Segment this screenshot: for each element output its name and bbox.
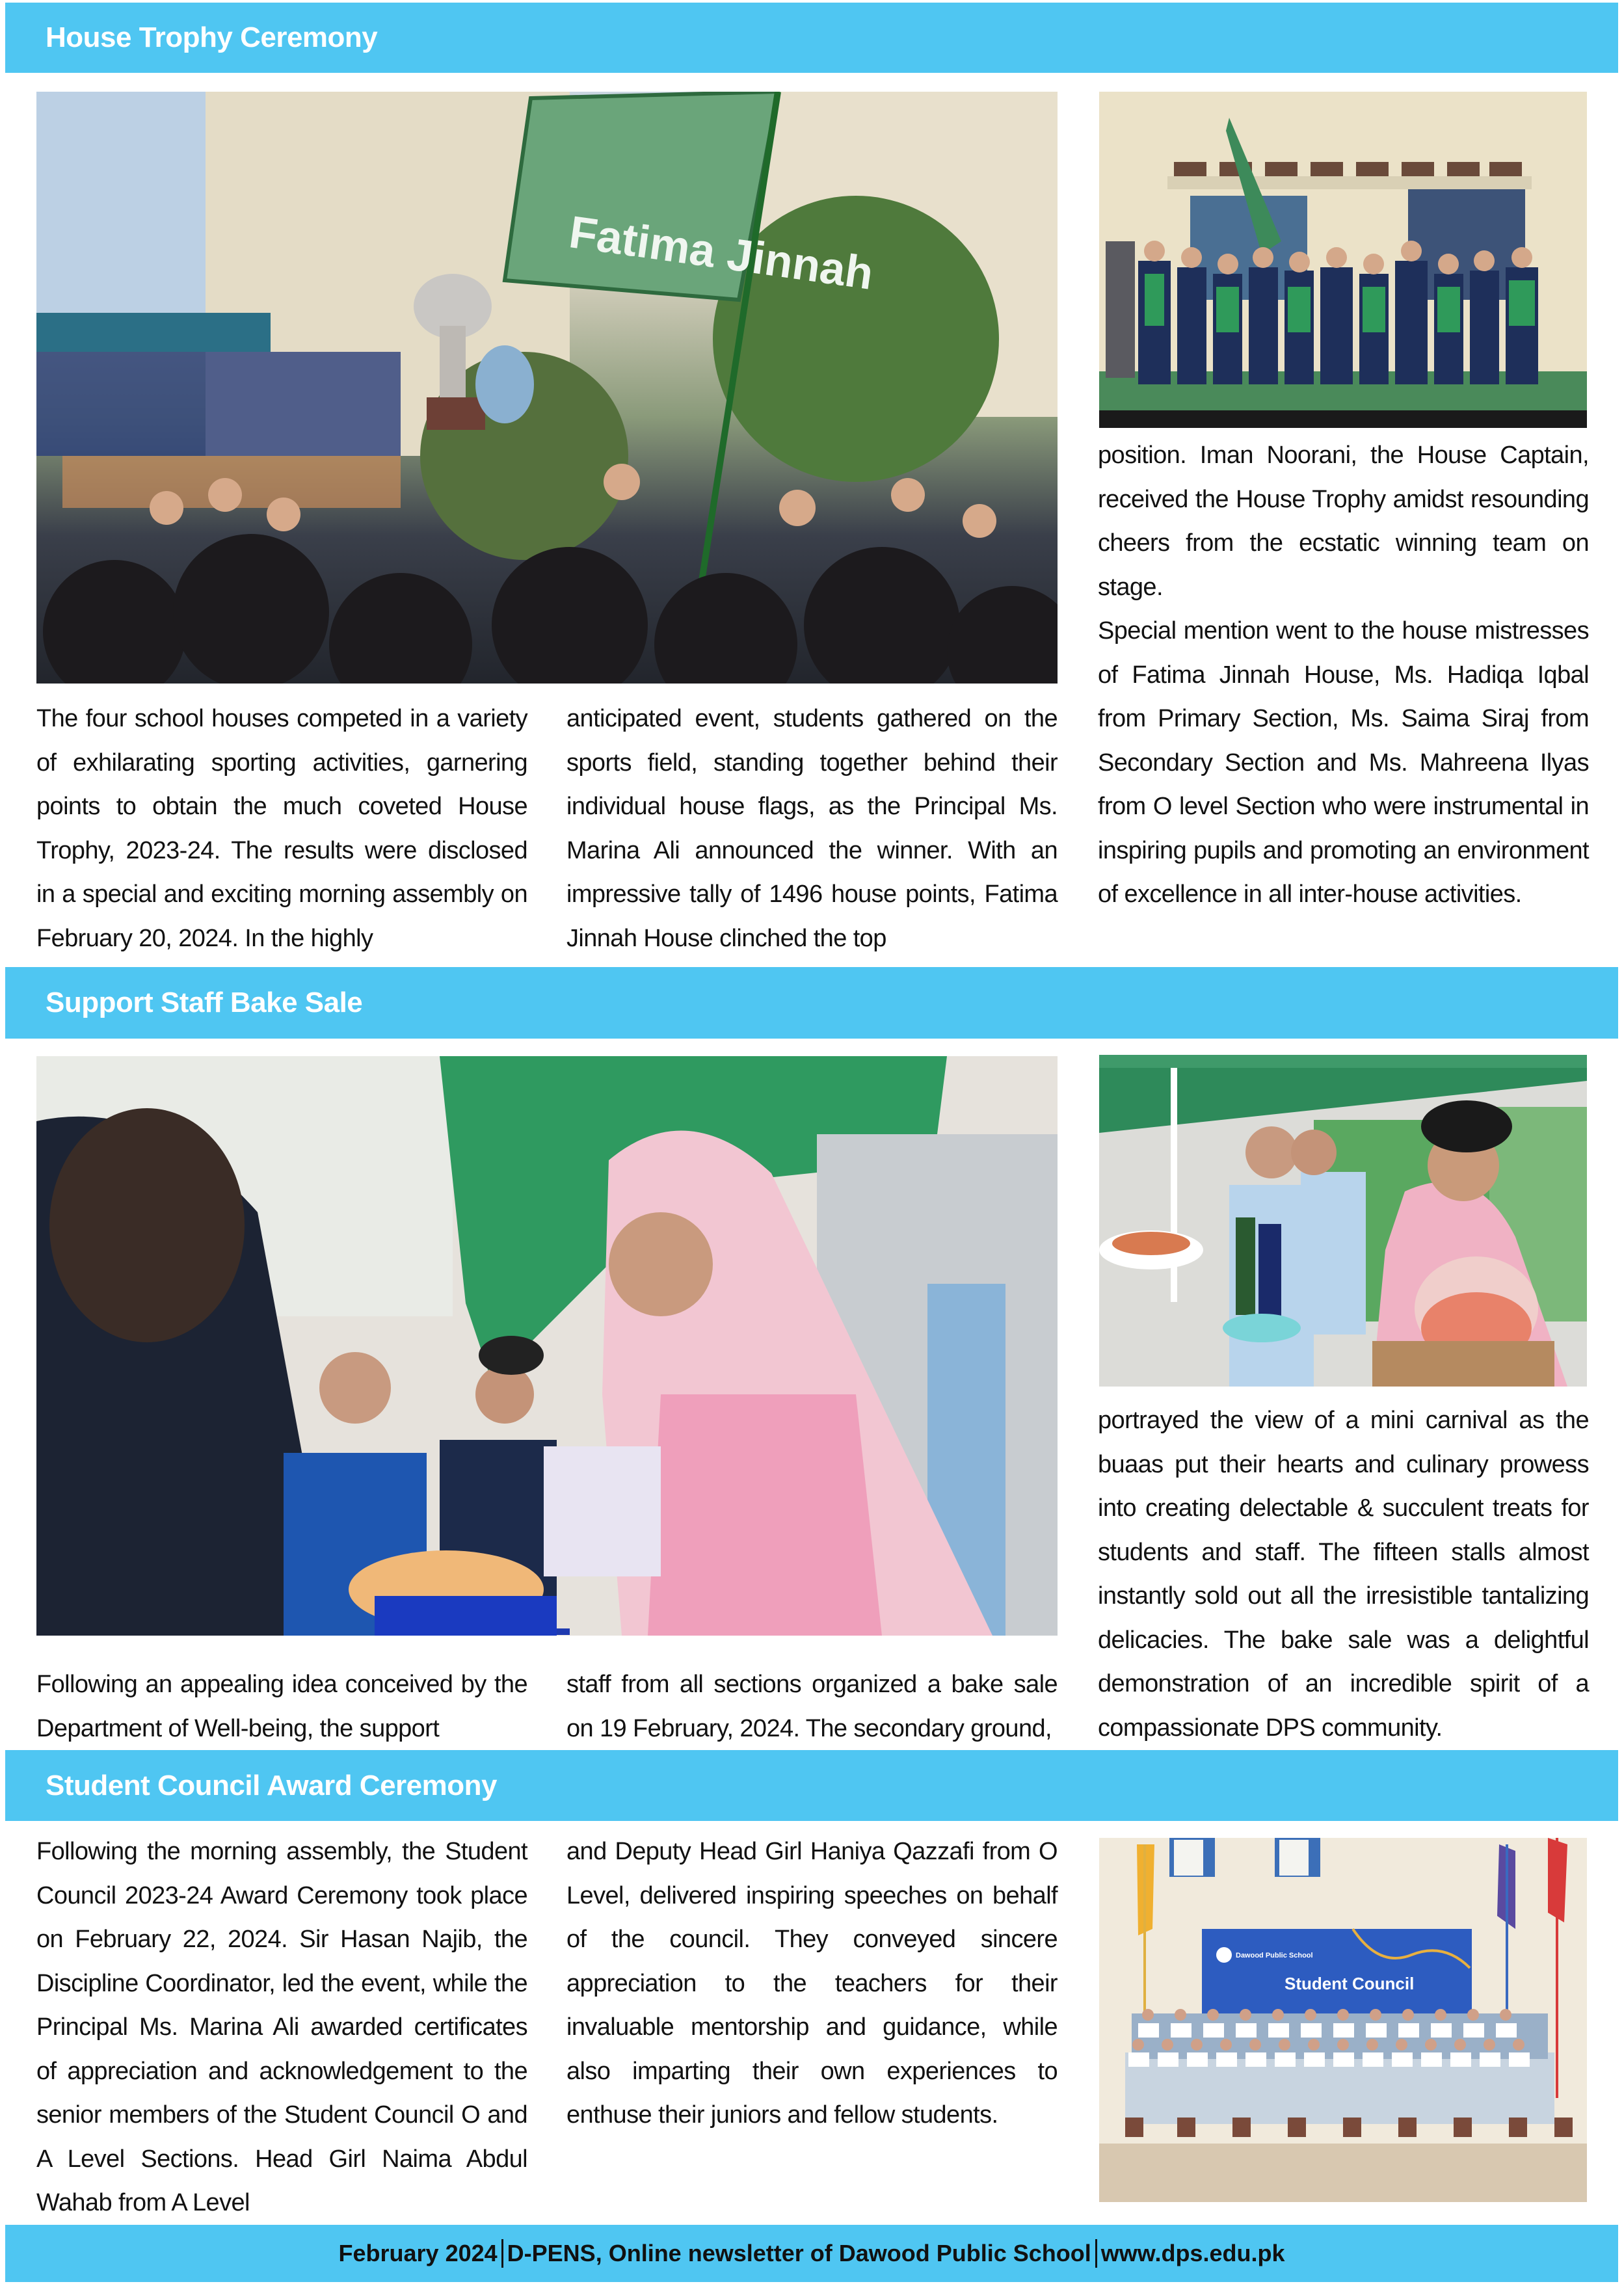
paragraph: anticipated event, students gathered on the sports field, standing together behind their individual house flags, as the Principal Ms. Marina Ali announced the winner. With an impressive tally of 1496 house points, Fatima Jinnah House clinched the top [566,705,1058,952]
paragraph: and Deputy Head Girl Haniya Qazzafi from O Level, delivered inspiring speeches on behalf of the council. They conveyed sincere appreciation to the teachers for their invaluable mentorship and guidance, while also imparting their own experiences to enthuse their juniors and fellow students. [566,1838,1058,2129]
trophy-celebration-illustration [36,92,1058,684]
section-header-bake-sale [5,967,1618,1039]
article-column-2 [566,1830,1058,2138]
article-column-2 [566,697,1058,961]
section-header-student-council [5,1750,1618,1821]
newsletter-footer [5,2225,1618,2282]
paragraph: staff from all sections organized a bake sale on 19 February, 2024. The secondary ground, [566,1671,1058,1742]
svg-text:Student Council: Student Council [1285,1974,1415,1993]
footer-date: February 2024 [338,2240,498,2266]
paragraph: portrayed the view of a mini carnival as the buaas put their hearts and culinary prowess into creating delectable & succulent treats for students and staff. The fifteen stalls almost instantly sold out all the irresistible tantalizing delicacies. The bake sale was a delightful demonstration of an incredible spirit of a compassionate DPS community. [1098,1407,1589,1742]
section-header-house-trophy [5,3,1618,73]
paragraph: Special mention went to the house mistresses of Fatima Jinnah House, Ms. Hadiqa Iqbal from Primary Section, Ms. Saima Siraj from Secondary Section and Ms. Mahreena Ilyas from O level Section who were instrumental in inspiring pupils and promoting an environment of excellence in all inter-house activities. [1098,617,1589,908]
food-stall-illustration [1099,1055,1587,1387]
article-column-1 [36,1663,527,1751]
photo-house-trophy-side [1099,92,1587,428]
footer-website-link[interactable]: www.dps.edu.pk [1100,2240,1285,2266]
photo-bake-sale-main [36,1056,1058,1636]
student-council-group-illustration [1099,1838,1587,2202]
article-column-3 [1098,434,1589,917]
paragraph: Following an appealing idea conceived by the Department of Well-being, the support [36,1671,527,1742]
article-column-1 [36,697,527,961]
section-title: House Trophy Ceremony [46,21,378,53]
paragraph: position. Iman Noorani, the House Captain, received the House Trophy amidst resounding cheers from the ecstatic winning team on stage. [1098,442,1589,601]
article-column-1 [36,1830,527,2225]
paragraph: Following the morning assembly, the Student Council 2023-24 Award Ceremony took place on February 22, 2024. Sir Hasan Najib, the Discipline Coordinator, led the event, while the Principal Ms. Marina Ali awarded certificates of appreciation and acknowledgement to the senior members of the Student Council O and A Level Sections. Head Girl Naima Abdul Wahab from A Level [36,1838,527,2216]
section-title: Support Staff Bake Sale [46,987,363,1018]
article-column-3 [1098,1399,1589,1750]
footer-separator [1095,2239,1097,2268]
team-on-stage-illustration [1099,92,1587,428]
section-title: Student Council Award Ceremony [46,1769,497,1801]
bake-sale-stall-illustration [36,1056,1058,1636]
paragraph: The four school houses competed in a variety of exhilarating sporting activities, garnering points to obtain the much coveted House Trophy, 2023-24. The results were disclosed in a special and exciting morning assembly on February 20, 2024. In the highly [36,705,527,952]
svg-text:Dawood Public School: Dawood Public School [1236,1952,1313,1959]
photo-student-council-group [1099,1838,1587,2202]
footer-separator [501,2239,503,2268]
photo-bake-sale-side [1099,1055,1587,1387]
svg-text:Fatima Jinnah: Fatima Jinnah [566,206,877,299]
article-column-2 [566,1663,1058,1751]
footer-newsletter-name: D-PENS, Online newsletter of Dawood Public School [507,2240,1091,2266]
photo-house-trophy-main [36,92,1058,684]
